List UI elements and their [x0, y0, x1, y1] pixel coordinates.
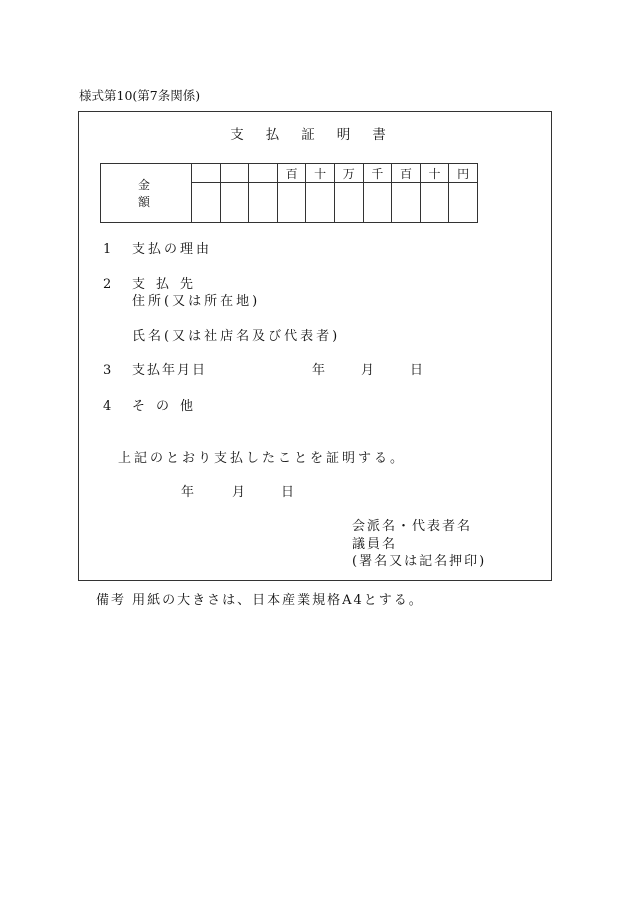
amount-unit-header: 円 [449, 164, 478, 183]
item-2-label: 支払先 [132, 277, 205, 292]
cert-day: 日 [281, 485, 295, 500]
amount-unit-header: 十 [420, 164, 449, 183]
document-title: 支払証明書 [230, 127, 408, 143]
amount-digit-field[interactable] [220, 183, 249, 223]
certification-text: 上記のとおり支払したことを証明する。 [118, 451, 407, 466]
cert-month: 月 [232, 485, 246, 500]
amount-label: 金額 [101, 164, 192, 223]
item-2-name-label: 氏名(又は社店名及び代表者) [132, 329, 341, 344]
item-2-number: 2 [103, 277, 112, 292]
amount-unit-header: 千 [363, 164, 392, 183]
cert-year: 年 [181, 485, 195, 500]
item-1-number: 1 [103, 242, 112, 257]
amount-unit-header: 万 [334, 164, 363, 183]
amount-unit-header [249, 164, 278, 183]
amount-table [100, 163, 478, 223]
amount-digit-field[interactable] [363, 183, 392, 223]
signature-member-label: 議員名 [352, 537, 398, 552]
item-3-label: 支払年月日 [132, 363, 208, 378]
amount-digit-field[interactable] [306, 183, 335, 223]
amount-digit-field[interactable] [277, 183, 306, 223]
amount-digit-field[interactable] [249, 183, 278, 223]
amount-digit-field[interactable] [420, 183, 449, 223]
amount-unit-header [192, 164, 221, 183]
amount-unit-header: 百 [392, 164, 421, 183]
item-4-number: 4 [103, 399, 112, 414]
item-2-address-label: 住所(又は所在地) [132, 294, 261, 309]
amount-unit-header: 百 [277, 164, 306, 183]
amount-unit-header [220, 164, 249, 183]
item-3-year: 年 [312, 363, 326, 378]
item-4-label: その他 [132, 399, 205, 414]
amount-digit-field[interactable] [392, 183, 421, 223]
amount-digit-field[interactable] [449, 183, 478, 223]
signature-group-label: 会派名・代表者名 [352, 519, 473, 534]
remark-note: 備考 用紙の大きさは、日本産業規格A4とする。 [96, 593, 424, 608]
amount-digit-field[interactable] [334, 183, 363, 223]
item-3-number: 3 [103, 363, 112, 378]
amount-unit-header: 十 [306, 164, 335, 183]
item-3-month: 月 [361, 363, 375, 378]
item-1-label: 支払の理由 [132, 242, 213, 257]
signature-method-note: (署名又は記名押印) [352, 554, 487, 569]
item-3-day: 日 [410, 363, 424, 378]
form-number-label: 様式第10(第7条関係) [79, 88, 201, 103]
amount-digit-field[interactable] [192, 183, 221, 223]
